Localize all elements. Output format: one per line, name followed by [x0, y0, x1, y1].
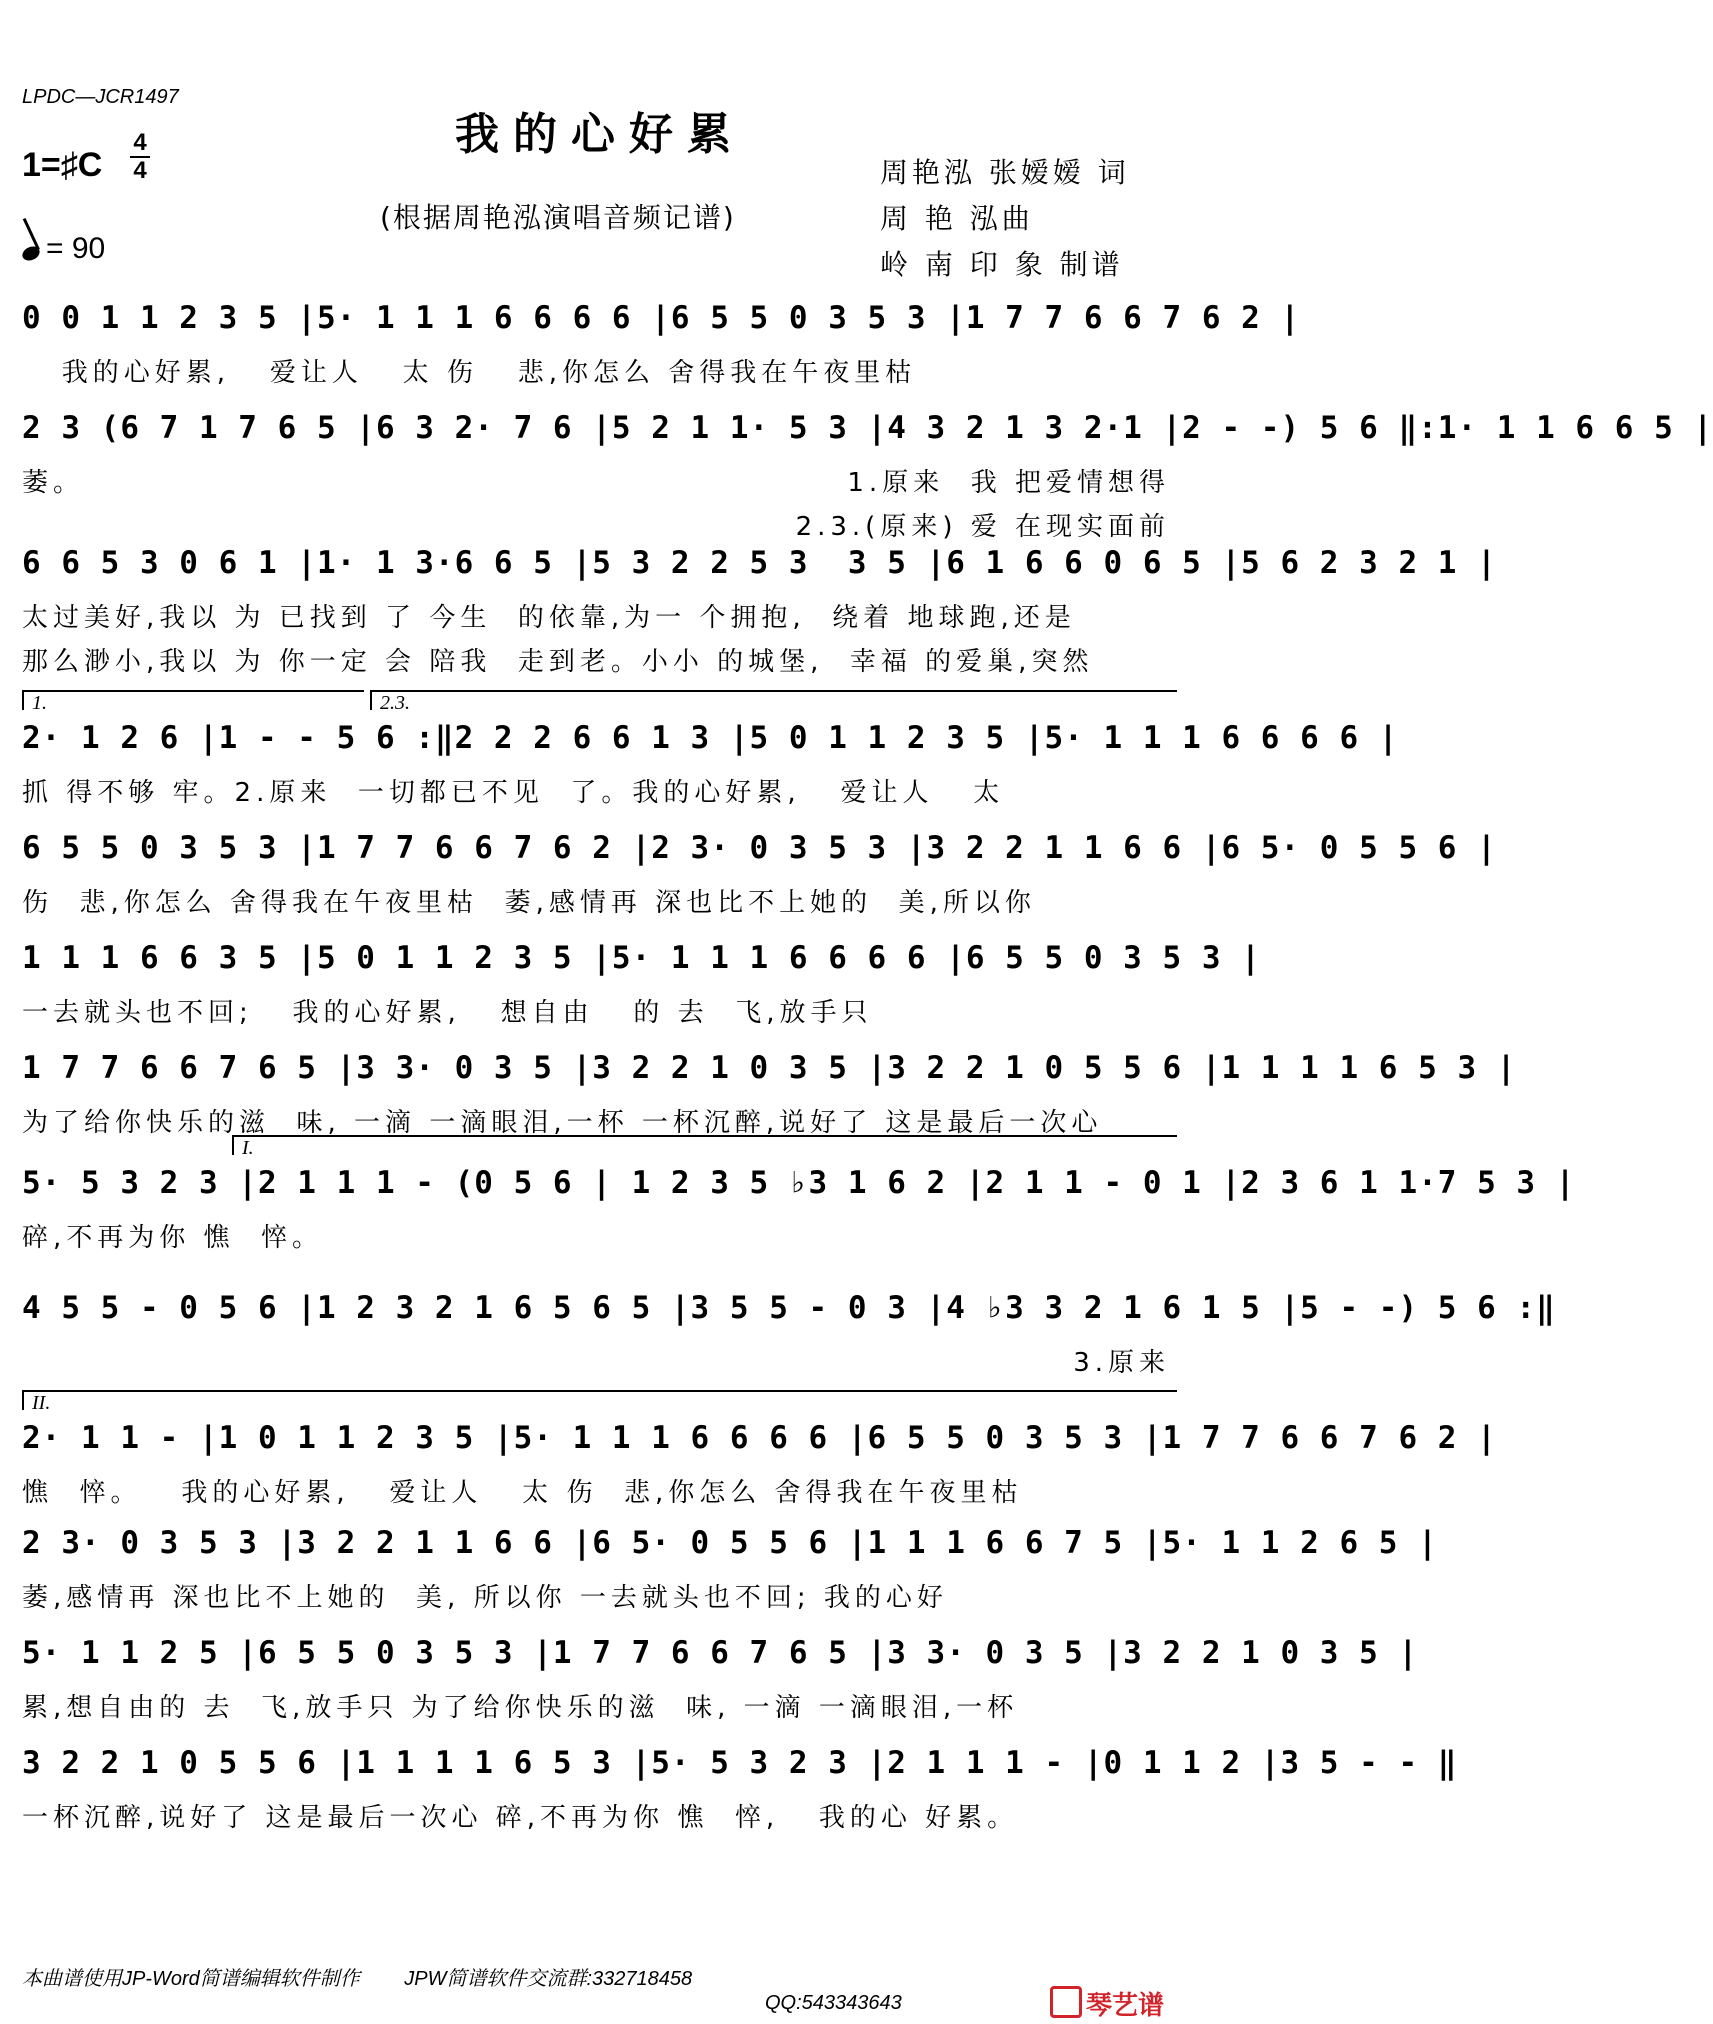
notation-line: 5· 5 3 2 3 |2 1 1 1 - (0 5 6 | 1 2 3 5 ♭3 1 6 2 |2 1 1 - 0 1 |2 3 6 1 1·7 5 3 | — [22, 1165, 1576, 1201]
logo-text: 琴艺谱 — [1086, 1991, 1165, 2021]
footer-software: 本曲谱使用JP-Word简谱编辑软件制作 — [22, 1968, 360, 1990]
lyric-line: 那么渺小,我以 为 你一定 会 陪我 走到老。小小 的城堡, 幸福 的爱巢,突然 — [22, 647, 1094, 677]
lyric-line: 为了给你快乐的滋 味, 一滴 一滴眼泪,一杯 一杯沉醉,说好了 这是最后一次心 — [22, 1108, 1103, 1138]
lyric-line: 太过美好,我以 为 已找到 了 今生 的依靠,为一 个拥抱, 绕着 地球跑,还是 — [22, 603, 1076, 633]
notation-line: 1 7 7 6 6 7 6 5 |3 3· 0 3 5 |3 2 2 1 0 3 5 |3 2 2 1 0 5 5 6 |1 1 1 1 6 5 3 | — [22, 1050, 1517, 1086]
volta-label: 2.3. — [380, 692, 410, 714]
score-code: LPDC—JCR1497 — [22, 86, 179, 108]
time-top: 4 — [133, 129, 147, 156]
notation-line: 2· 1 2 6 |1 - - 5 6 :‖2 2 2 6 6 1 3 |5 0 1 1 2 3 5 |5· 1 1 1 6 6 6 6 | — [22, 720, 1399, 756]
notation-line: 6 6 5 3 0 6 1 |1· 1 3·6 6 5 |5 3 2 2 5 3 3 5 |6 1 6 6 0 6 5 |5 6 2 3 2 1 | — [22, 545, 1497, 581]
key-signature: 1=♯C — [22, 146, 103, 184]
notation-line: 6 5 5 0 3 5 3 |1 7 7 6 6 7 6 2 |2 3· 0 3 5 3 |3 2 2 1 1 6 6 |6 5· 0 5 5 6 | — [22, 830, 1497, 866]
notation-line: 0 0 1 1 2 3 5 |5· 1 1 1 6 6 6 6 |6 5 5 0 3 5 3 |1 7 7 6 6 7 6 2 | — [22, 300, 1301, 336]
footer-group: JPW简谱软件交流群:332718458 — [404, 1968, 693, 1990]
volta-label: I. — [242, 1137, 254, 1159]
volta-bracket — [370, 690, 1177, 714]
volta-label: 1. — [32, 692, 47, 714]
notation-line: 5· 1 1 2 5 |6 5 5 0 3 5 3 |1 7 7 6 6 7 6 5 |3 3· 0 3 5 |3 2 2 1 0 3 5 | — [22, 1635, 1419, 1671]
notation-line: 4 5 5 - 0 5 6 |1 2 3 2 1 6 5 6 5 |3 5 5 - 0 3 |4 ♭3 3 2 1 6 1 5 |5 - -) 5 6 :‖ — [22, 1290, 1556, 1326]
tempo-mark — [22, 232, 105, 266]
site-logo — [1050, 1985, 1164, 2022]
pickup-lyric: 3.原来 — [1073, 1348, 1170, 1378]
lyric-line: 抓 得不够 牢。2.原来 一切都已不见 了。我的心好累, 爱让人 太 — [22, 778, 1005, 808]
song-title: 我的心好累 — [455, 109, 745, 160]
lyric-line: 累,想自由的 去 飞,放手只 为了给你快乐的滋 味, 一滴 一滴眼泪,一杯 — [22, 1693, 1019, 1723]
lyric-line: 伤 悲,你怎么 舍得我在午夜里枯 萎,感情再 深也比不上她的 美,所以你 — [22, 888, 1036, 918]
footer-note — [22, 1962, 692, 1991]
song-subtitle: (根据周艳泓演唱音频记谱) — [380, 201, 736, 234]
volta-bracket — [232, 1135, 1177, 1159]
notation-line: 2 3 (6 7 1 7 6 5 |6 3 2· 7 6 |5 2 1 1· 5 3 |4 3 2 1 3 2·1 |2 - -) 5 6 ‖:1· 1 1 6 6 5 | — [22, 410, 1713, 446]
quarter-note-icon — [20, 244, 42, 263]
time-signature — [130, 130, 150, 184]
pickup-lyric: 1.原来 我 把爱情想得 — [847, 468, 1170, 498]
notation-line: 1 1 1 6 6 3 5 |5 0 1 1 2 3 5 |5· 1 1 1 6 6 6 6 |6 5 5 0 3 5 3 | — [22, 940, 1261, 976]
footer-qq: QQ:543343643 — [765, 1992, 902, 2014]
volta-label: II. — [32, 1392, 51, 1414]
notation-line: 3 2 2 1 0 5 5 6 |1 1 1 1 6 5 3 |5· 5 3 2 3 |2 1 1 1 - |0 1 1 2 |3 5 - - ‖ — [22, 1745, 1458, 1781]
lyric-line: 一去就头也不回; 我的心好累, 想自由 的 去 飞,放手只 — [22, 998, 873, 1028]
lyric-line: 我的心好累, 爱让人 太 伤 悲,你怎么 舍得我在午夜里枯 — [22, 358, 917, 388]
lyric-line: 碎,不再为你 憔 悴。 — [22, 1223, 324, 1253]
lyric-line: 萎,感情再 深也比不上她的 美, 所以你 一去就头也不回; 我的心好 — [22, 1583, 948, 1613]
pickup-lyric: 2.3.(原来) 爱 在现实面前 — [795, 512, 1170, 542]
credit-composer: 周 艳 泓曲 — [880, 202, 1034, 235]
lyric-line: 一杯沉醉,说好了 这是最后一次心 碎,不再为你 憔 悴, 我的心 好累。 — [22, 1803, 1019, 1833]
credit-arranger: 岭 南 印 象 制谱 — [880, 248, 1124, 281]
notation-line: 2 3· 0 3 5 3 |3 2 2 1 1 6 6 |6 5· 0 5 5 6 |1 1 1 6 6 7 5 |5· 1 1 2 6 5 | — [22, 1525, 1438, 1561]
credits — [880, 150, 1130, 288]
lyric-line: 憔 悴。 我的心好累, 爱让人 太 伤 悲,你怎么 舍得我在午夜里枯 — [22, 1478, 1023, 1508]
volta-bracket — [22, 1390, 1177, 1414]
logo-icon — [1050, 1986, 1082, 2018]
volta-bracket — [22, 690, 364, 714]
credit-lyricist: 周艳泓 张嫒嫒 词 — [880, 156, 1130, 189]
tempo-value: = 90 — [46, 232, 106, 265]
lyric-line: 萎。 — [22, 468, 85, 498]
time-bottom: 4 — [133, 157, 147, 184]
notation-line: 2· 1 1 - |1 0 1 1 2 3 5 |5· 1 1 1 6 6 6 6 |6 5 5 0 3 5 3 |1 7 7 6 6 7 6 2 | — [22, 1420, 1497, 1456]
